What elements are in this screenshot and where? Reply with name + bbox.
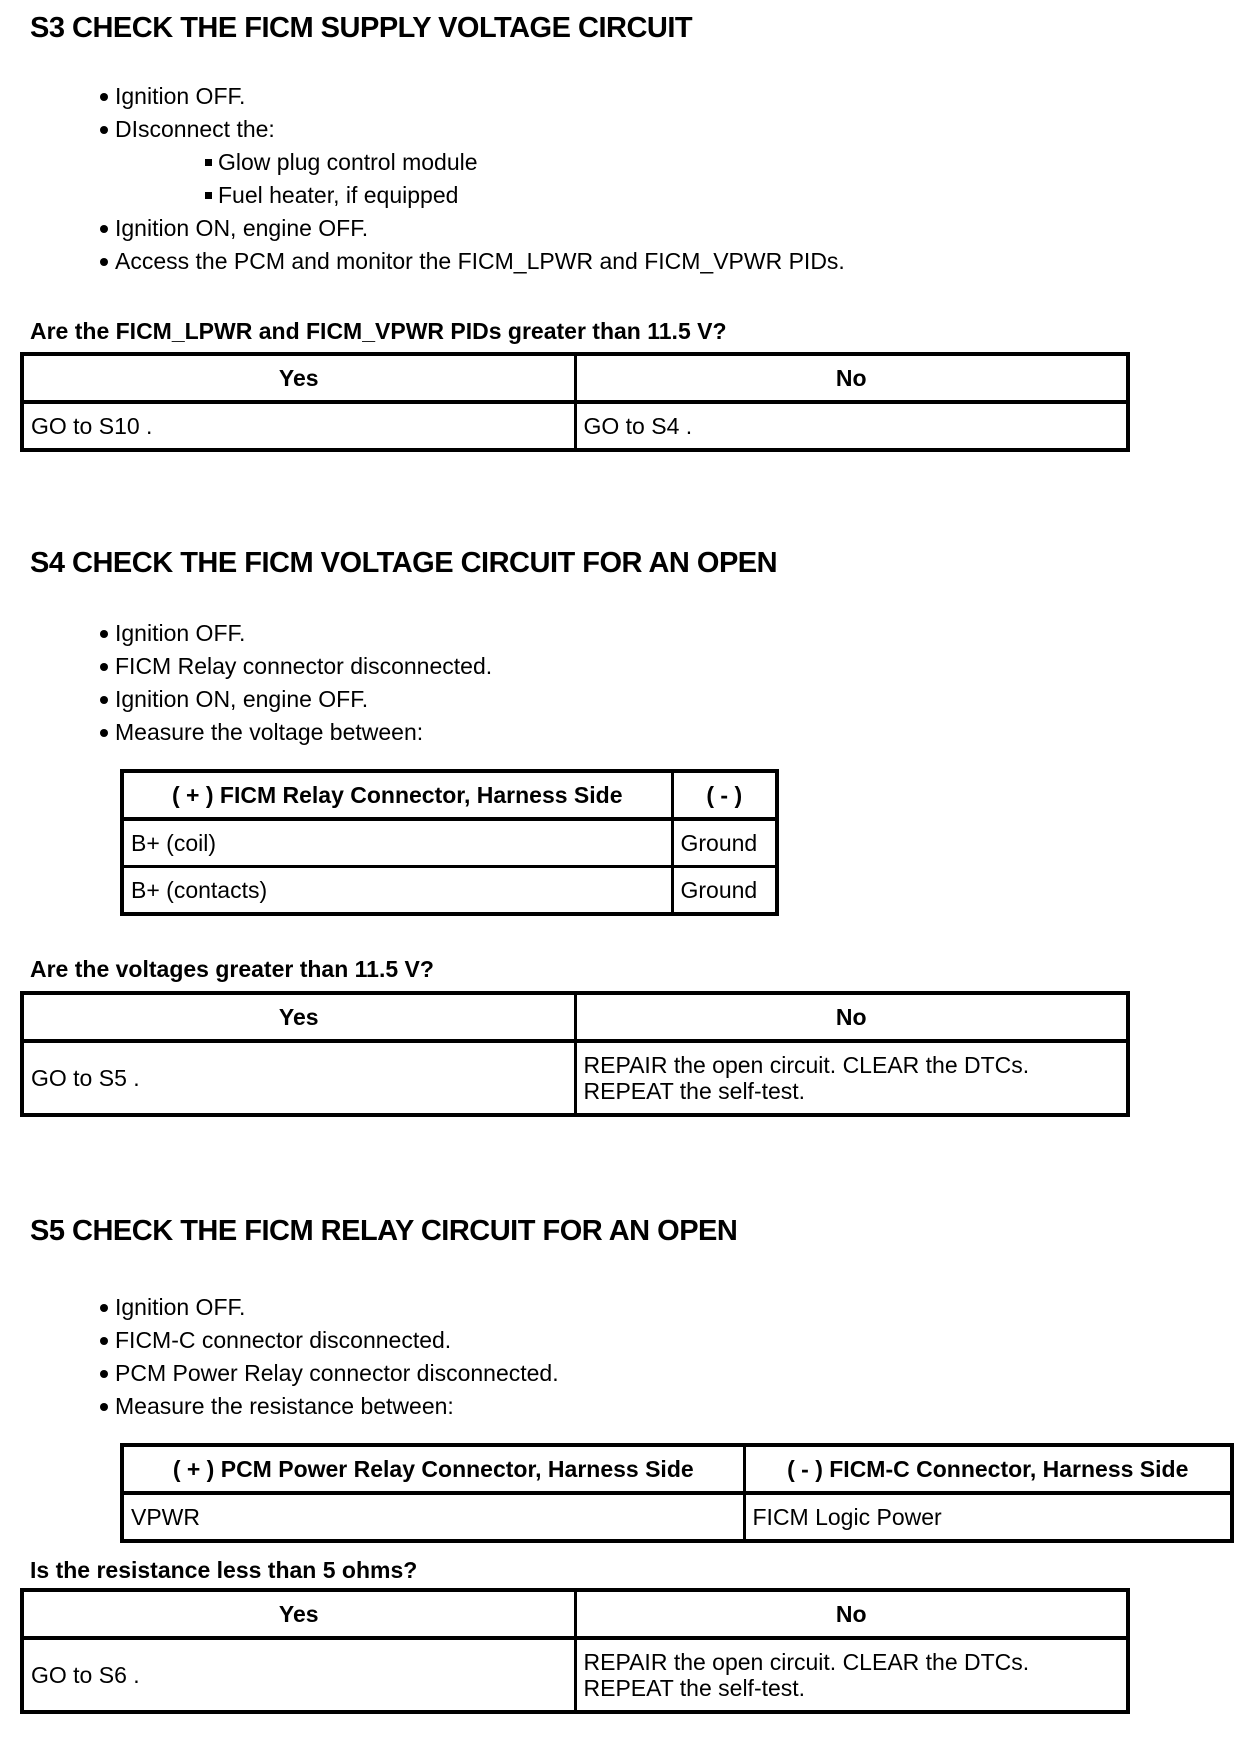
no-action-cell: GO to S4 .: [575, 402, 1128, 450]
decision-table-s3: [20, 352, 1130, 452]
bullet-dot-icon: [100, 93, 108, 101]
yes-action-cell: GO to S5 .: [22, 1041, 575, 1115]
decision-table-s5: [20, 1588, 1130, 1714]
measurement-point-cell: Ground: [672, 819, 777, 867]
table-header-row: [22, 1590, 1128, 1638]
bullet-text: Measure the resistance between:: [115, 1393, 454, 1419]
no-action-cell: REPAIR the open circuit. CLEAR the DTCs. REPEAT the self-test.: [575, 1638, 1128, 1712]
table-row: [122, 867, 777, 915]
section-s3-title: S3 CHECK THE FICM SUPPLY VOLTAGE CIRCUIT: [30, 12, 693, 44]
bullet-square-icon: [205, 192, 212, 199]
bullet-dot-icon: [100, 696, 108, 704]
no-column-header: No: [575, 993, 1128, 1041]
bullet-item: [100, 688, 1248, 711]
yes-action-cell: GO to S6 .: [22, 1638, 575, 1712]
positive-lead-header: ( + ) PCM Power Relay Connector, Harness Side: [122, 1445, 744, 1493]
bullet-dot-icon: [100, 225, 108, 233]
table-header-row: [22, 354, 1128, 402]
bullet-square-icon: [205, 159, 212, 166]
bullet-text: Ignition OFF.: [115, 620, 246, 646]
table-row: [22, 1638, 1128, 1712]
bullet-text: Ignition ON, engine OFF.: [115, 215, 369, 241]
section-s5-bullet-list: [100, 1296, 1248, 1418]
table-header-row: [22, 993, 1128, 1041]
bullet-item: [100, 250, 1248, 273]
measurement-table-s5: [120, 1443, 1234, 1543]
section-s5: [0, 1215, 1248, 1714]
bullet-dot-icon: [100, 126, 108, 134]
decision-table-s4: [20, 991, 1130, 1117]
negative-lead-header: ( - ): [672, 771, 777, 819]
positive-lead-header: ( + ) FICM Relay Connector, Harness Side: [122, 771, 672, 819]
measurement-table-s4: [120, 769, 779, 916]
bullet-dot-icon: [100, 258, 108, 266]
bullet-dot-icon: [100, 729, 108, 737]
bullet-item: [100, 721, 1248, 744]
section-s3: [0, 12, 1248, 452]
bullet-text: Ignition OFF.: [115, 83, 246, 109]
section-s4-title: S4 CHECK THE FICM VOLTAGE CIRCUIT FOR AN OPEN: [30, 547, 778, 579]
bullet-item: [100, 85, 1248, 108]
yes-action-cell: GO to S10 .: [22, 402, 575, 450]
question-text: Is the resistance less than 5 ohms?: [30, 1557, 418, 1583]
bullet-item: [100, 622, 1248, 645]
no-column-header: No: [575, 1590, 1128, 1638]
bullet-text: PCM Power Relay connector disconnected.: [115, 1360, 559, 1386]
bullet-item: [100, 118, 1248, 141]
bullet-text: Ignition ON, engine OFF.: [115, 686, 369, 712]
bullet-text: FICM-C connector disconnected.: [115, 1327, 452, 1353]
bullet-item: [100, 217, 1248, 240]
section-s4: [0, 547, 1248, 1117]
bullet-item: [100, 1329, 1248, 1352]
yes-column-header: Yes: [22, 993, 575, 1041]
bullet-sub-item: [205, 151, 1248, 174]
no-column-header: No: [575, 354, 1128, 402]
bullet-text: Access the PCM and monitor the FICM_LPWR and FICM_VPWR PIDs.: [115, 248, 845, 274]
bullet-dot-icon: [100, 630, 108, 638]
section-s4-bullet-list: [100, 622, 1248, 744]
table-row: [22, 402, 1128, 450]
table-row: [122, 819, 777, 867]
bullet-dot-icon: [100, 1304, 108, 1312]
bullet-dot-icon: [100, 1337, 108, 1345]
yes-column-header: Yes: [22, 354, 575, 402]
measurement-point-cell: VPWR: [122, 1493, 744, 1541]
bullet-text: DIsconnect the:: [115, 116, 275, 142]
bullet-dot-icon: [100, 1403, 108, 1411]
table-header-row: [122, 771, 777, 819]
section-s5-title: S5 CHECK THE FICM RELAY CIRCUIT FOR AN OPEN: [30, 1215, 738, 1247]
bullet-text: Glow plug control module: [218, 149, 478, 175]
table-row: [122, 1493, 1232, 1541]
bullet-text: FICM Relay connector disconnected.: [115, 653, 493, 679]
table-header-row: [122, 1445, 1232, 1493]
question-text: Are the voltages greater than 11.5 V?: [30, 956, 434, 982]
bullet-item: [100, 655, 1248, 678]
no-action-cell: REPAIR the open circuit. CLEAR the DTCs. REPEAT the self-test.: [575, 1041, 1128, 1115]
table-row: [22, 1041, 1128, 1115]
bullet-item: [100, 1362, 1248, 1385]
bullet-sub-item: [205, 184, 1248, 207]
negative-lead-header: ( - ) FICM-C Connector, Harness Side: [744, 1445, 1232, 1493]
bullet-text: Measure the voltage between:: [115, 719, 424, 745]
section-s3-bullet-list: [100, 85, 1248, 273]
bullet-text: Fuel heater, if equipped: [218, 182, 459, 208]
bullet-item: [100, 1296, 1248, 1319]
measurement-point-cell: FICM Logic Power: [744, 1493, 1232, 1541]
measurement-point-cell: B+ (contacts): [122, 867, 672, 915]
measurement-point-cell: Ground: [672, 867, 777, 915]
measurement-point-cell: B+ (coil): [122, 819, 672, 867]
bullet-item: [100, 1395, 1248, 1418]
bullet-dot-icon: [100, 663, 108, 671]
bullet-dot-icon: [100, 1370, 108, 1378]
question-text: Are the FICM_LPWR and FICM_VPWR PIDs greater than 11.5 V?: [30, 318, 727, 344]
bullet-text: Ignition OFF.: [115, 1294, 246, 1320]
yes-column-header: Yes: [22, 1590, 575, 1638]
